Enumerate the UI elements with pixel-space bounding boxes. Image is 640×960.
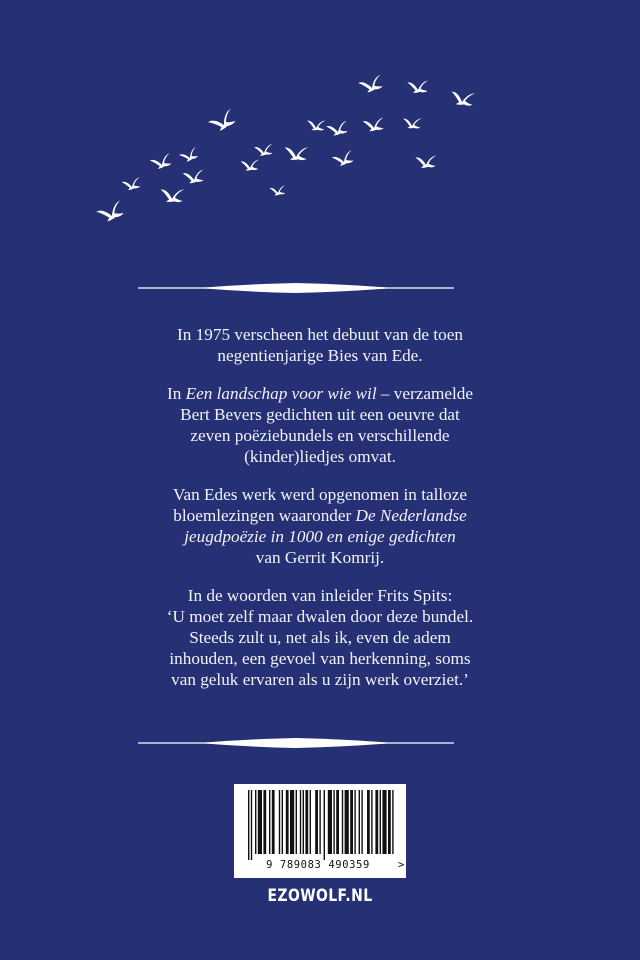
bird-icon bbox=[449, 87, 476, 108]
ornamental-divider-top bbox=[138, 281, 454, 295]
bird-icon bbox=[121, 177, 140, 190]
barcode-bar bbox=[258, 790, 262, 854]
blurb-paragraph-1: In 1975 verscheen het debuut van de toen negentienjarige Bies van Ede. bbox=[177, 325, 463, 365]
barcode-bar bbox=[382, 790, 386, 854]
barcode-bar bbox=[392, 790, 393, 854]
bird-icon bbox=[240, 158, 259, 171]
barcode-bar bbox=[269, 790, 270, 854]
barcode-bar bbox=[333, 790, 334, 854]
barcode-bar bbox=[286, 790, 289, 854]
barcode-bar bbox=[315, 790, 318, 854]
barcode-bar bbox=[251, 790, 252, 860]
bird-icon bbox=[95, 200, 125, 223]
bird-icon bbox=[254, 144, 272, 156]
barcode-bar bbox=[319, 790, 320, 854]
barcode-bar bbox=[263, 790, 266, 854]
barcode-bar bbox=[255, 790, 256, 854]
back-cover-blurb bbox=[120, 324, 520, 707]
barcode-arrow: > bbox=[398, 859, 405, 871]
barcode-bar bbox=[375, 790, 378, 854]
bird-icon bbox=[363, 118, 384, 132]
bird-icon bbox=[402, 115, 422, 130]
bird-icon bbox=[283, 143, 309, 162]
barcode-bar bbox=[272, 790, 275, 854]
bird-icon bbox=[331, 150, 354, 167]
barcode-bar bbox=[248, 790, 249, 860]
barcode-bar bbox=[279, 790, 280, 854]
bird-icon bbox=[415, 154, 437, 169]
flock-of-birds-illustration bbox=[0, 0, 640, 260]
bird-icon bbox=[407, 79, 429, 94]
bird-icon bbox=[206, 109, 236, 134]
barcode-bar bbox=[290, 790, 294, 854]
blurb-paragraph-3: Van Edes werk werd opgenomen in talloze bloemlezingen waaronder De Nederlandse jeugdpoëzie in 1000 en enige gedichten van Gerrit Komrij. bbox=[173, 485, 467, 567]
book-title: Een landschap voor wie wil bbox=[185, 384, 377, 403]
bird-icon bbox=[149, 153, 172, 170]
barcode-bar bbox=[354, 790, 355, 854]
barcode-bar bbox=[305, 790, 308, 854]
barcode-bar bbox=[282, 790, 283, 854]
isbn-barcode bbox=[234, 784, 406, 878]
blurb-paragraph-4-quote: In de woorden van inleider Frits Spits: ‘U moet zelf maar dwalen door deze bundel. Steeds zult u, net als ik, even de adem inhouden, een gevoel van herkenning, soms van geluk ervaren als u zijn werk overziet.’ bbox=[166, 586, 474, 689]
barcode-bar bbox=[300, 790, 301, 854]
barcode-bar bbox=[371, 790, 372, 854]
barcode-bar bbox=[345, 790, 349, 854]
barcode-bar bbox=[350, 790, 353, 854]
barcode-bar bbox=[328, 790, 332, 854]
publisher-website: EZOWOLF.NL bbox=[267, 886, 373, 906]
bird-icon bbox=[183, 170, 204, 184]
bird-icon bbox=[306, 117, 326, 132]
barcode-bar bbox=[388, 790, 391, 854]
bird-icon bbox=[326, 121, 348, 136]
ornamental-divider-bottom bbox=[138, 736, 454, 750]
bird-icon bbox=[159, 185, 185, 204]
bird-icon bbox=[270, 185, 286, 195]
barcode-digits: 9 789083 490359 bbox=[266, 859, 370, 871]
barcode-bars bbox=[248, 790, 394, 860]
barcode-bar bbox=[310, 790, 311, 854]
barcode-bar bbox=[380, 790, 381, 854]
barcode-bar bbox=[336, 790, 339, 854]
barcode-bar bbox=[361, 790, 362, 854]
barcode-bar bbox=[359, 790, 360, 854]
bird-icon bbox=[178, 147, 199, 163]
barcode-bar bbox=[342, 790, 343, 854]
barcode-bar bbox=[303, 790, 304, 854]
barcode-bar bbox=[367, 790, 370, 854]
bird-icon bbox=[358, 75, 384, 94]
barcode-bar bbox=[296, 790, 297, 854]
barcode-bar bbox=[324, 790, 325, 860]
blurb-paragraph-2: In Een landschap voor wie wil – verzamelde Bert Bevers gedichten uit een oeuvre dat zeven poëziebundels en verschillende (kinder)liedjes omvat. bbox=[167, 384, 473, 466]
anthology-title: De Nederlandse bbox=[355, 506, 467, 525]
